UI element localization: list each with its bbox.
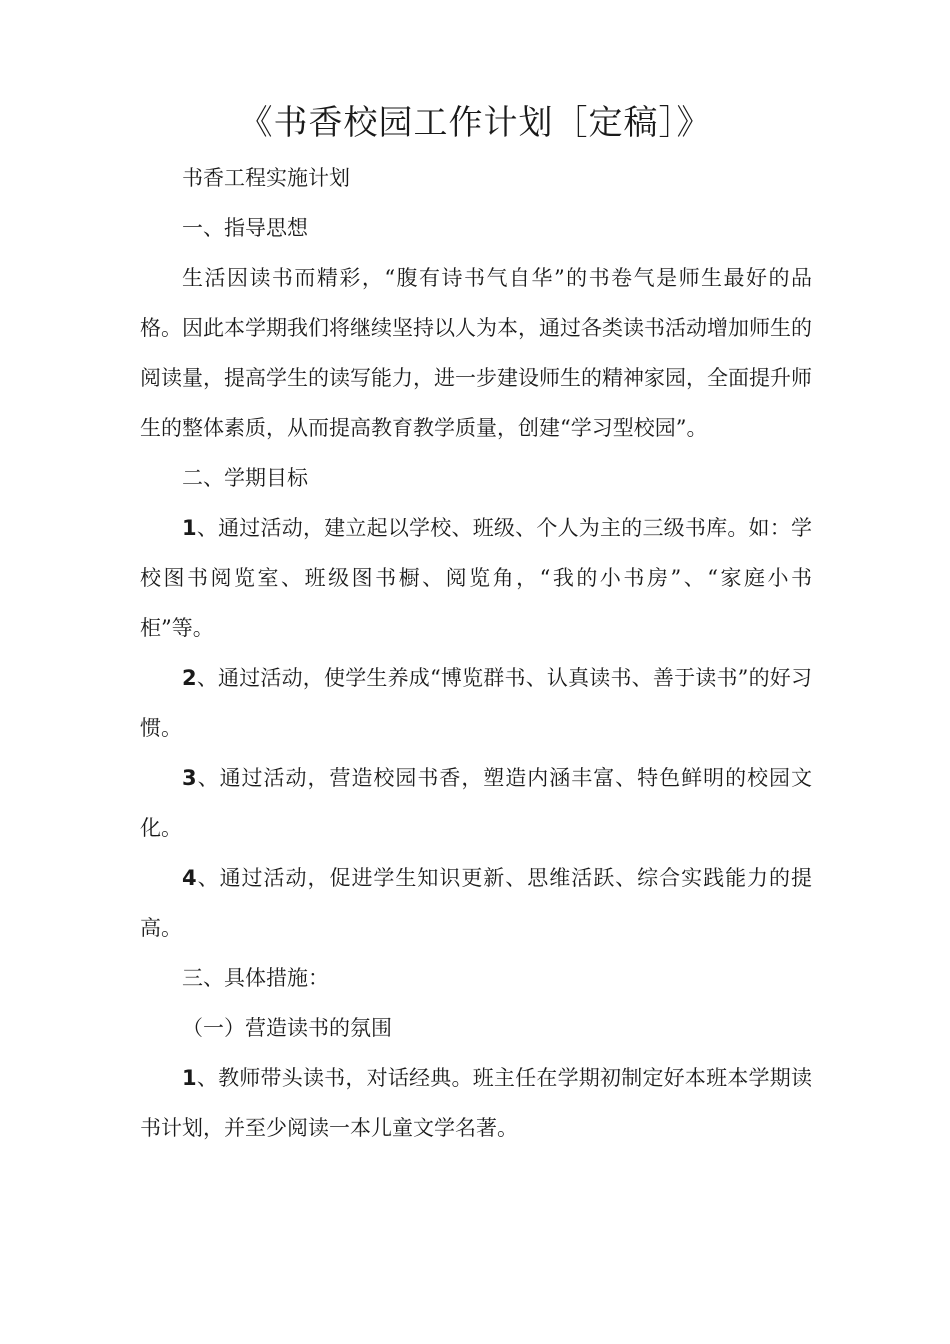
measure-item-1 (140, 1053, 812, 1153)
goal-item-3-number: 3 (182, 766, 197, 790)
goal-item-2 (140, 653, 812, 753)
goal-item-1 (140, 503, 812, 653)
goal-item-3 (140, 753, 812, 853)
goal-item-4-number: 4 (182, 866, 197, 890)
subsection-heading-reading-atmosphere: （一）营造读书的氛围 (182, 1016, 392, 1040)
paragraph-guiding-ideology: 生活因读书而精彩，“腹有诗书气自华”的书卷气是师生最好的品格。因此本学期我们将继续坚持以人为本，通过各类读书活动增加师生的阅读量，提高学生的读写能力，进一步建设师生的精神家园，全面提升师生的整体素质，从而提高教育教学质量，创建“学习型校园”。 (140, 266, 812, 440)
section-heading-semester-goals: 二、学期目标 (182, 466, 308, 490)
goal-item-4 (140, 853, 812, 953)
document-body (140, 153, 812, 1153)
goal-item-3-text: 、通过活动，营造校园书香，塑造内涵丰富、特色鲜明的校园文化。 (140, 766, 812, 840)
goal-item-4-text: 、通过活动，促进学生知识更新、思维活跃、综合实践能力的提高。 (140, 866, 812, 940)
document-title: 《书香校园工作计划［定稿］》 (238, 103, 712, 143)
goal-item-1-text: 、通过活动，建立起以学校、班级、个人为主的三级书库。如：学校图书阅览室、班级图书橱、阅览角，“我的小书房”、“家庭小书柜”等。 (140, 516, 812, 640)
goal-item-1-number: 1 (182, 516, 197, 540)
plan-title: 书香工程实施计划 (182, 166, 350, 190)
measure-item-1-text: 、教师带头读书，对话经典。班主任在学期初制定好本班本学期读书计划，并至少阅读一本儿童文学名著。 (140, 1066, 812, 1140)
measure-item-1-number: 1 (182, 1066, 197, 1090)
section-heading-measures: 三、具体措施： (182, 966, 329, 990)
goal-item-2-number: 2 (182, 666, 197, 690)
section-heading-guiding-ideology: 一、指导思想 (182, 216, 308, 240)
goal-item-2-text: 、通过活动，使学生养成“博览群书、认真读书、善于读书”的好习惯。 (140, 666, 812, 740)
